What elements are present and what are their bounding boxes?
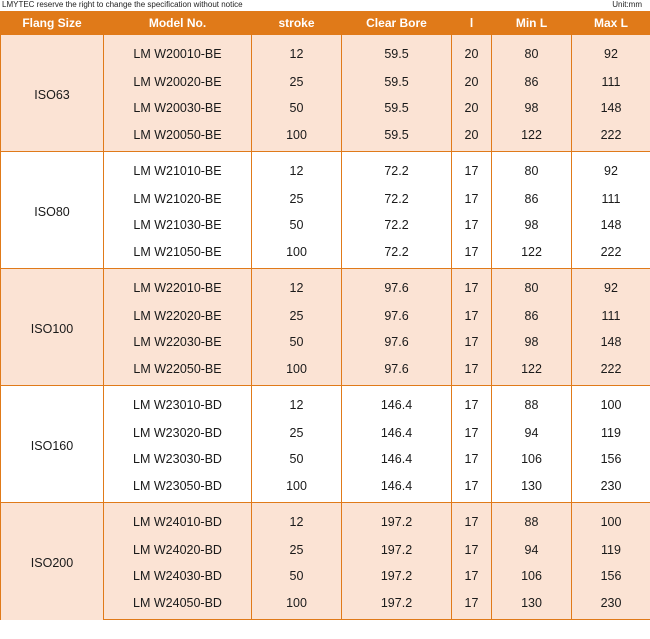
l-cell: 17	[452, 386, 492, 421]
max-l-cell: 222	[572, 121, 650, 152]
min-l-cell: 88	[492, 503, 572, 538]
disclaimer-text: LMYTEC reserve the right to change the specification without notice	[2, 0, 243, 9]
clear-bore-cell: 197.2	[342, 537, 452, 563]
min-l-cell: 80	[492, 269, 572, 304]
header-max-l: Max L	[572, 11, 650, 35]
min-l-cell: 122	[492, 355, 572, 386]
min-l-cell: 98	[492, 329, 572, 355]
max-l-cell: 230	[572, 472, 650, 503]
header-flange-size: Flang Size	[1, 11, 104, 35]
unit-label: Unit:mm	[612, 0, 642, 9]
l-cell: 17	[452, 503, 492, 538]
max-l-cell: 222	[572, 238, 650, 269]
clear-bore-cell: 197.2	[342, 503, 452, 538]
model-no-cell: LM W24030-BD	[104, 563, 252, 589]
l-cell: 17	[452, 329, 492, 355]
max-l-cell: 100	[572, 503, 650, 538]
min-l-cell: 94	[492, 420, 572, 446]
l-cell: 17	[452, 589, 492, 620]
stroke-cell: 25	[252, 537, 342, 563]
l-cell: 20	[452, 121, 492, 152]
stroke-cell: 100	[252, 355, 342, 386]
model-no-cell: LM W20030-BE	[104, 95, 252, 121]
stroke-cell: 12	[252, 386, 342, 421]
flange-size-cell: ISO200	[1, 503, 104, 620]
clear-bore-cell: 197.2	[342, 563, 452, 589]
model-no-cell: LM W23030-BD	[104, 446, 252, 472]
clear-bore-cell: 97.6	[342, 329, 452, 355]
header-row	[1, 11, 650, 35]
max-l-cell: 230	[572, 589, 650, 620]
max-l-cell: 156	[572, 563, 650, 589]
stroke-cell: 50	[252, 329, 342, 355]
l-cell: 17	[452, 186, 492, 212]
stroke-cell: 50	[252, 212, 342, 238]
clear-bore-cell: 146.4	[342, 420, 452, 446]
stroke-cell: 100	[252, 589, 342, 620]
spec-table	[0, 11, 650, 620]
clear-bore-cell: 59.5	[342, 69, 452, 95]
clear-bore-cell: 72.2	[342, 186, 452, 212]
table-row	[1, 503, 650, 538]
table-header	[1, 11, 650, 35]
min-l-cell: 94	[492, 537, 572, 563]
flange-size-cell: ISO100	[1, 269, 104, 386]
clear-bore-cell: 146.4	[342, 472, 452, 503]
stroke-cell: 100	[252, 121, 342, 152]
l-cell: 17	[452, 472, 492, 503]
stroke-cell: 25	[252, 186, 342, 212]
clear-bore-cell: 97.6	[342, 269, 452, 304]
min-l-cell: 88	[492, 386, 572, 421]
stroke-cell: 12	[252, 35, 342, 70]
clear-bore-cell: 72.2	[342, 238, 452, 269]
clear-bore-cell: 72.2	[342, 212, 452, 238]
max-l-cell: 111	[572, 69, 650, 95]
flange-size-cell: ISO160	[1, 386, 104, 503]
header-model-no: Model No.	[104, 11, 252, 35]
clear-bore-cell: 146.4	[342, 446, 452, 472]
model-no-cell: LM W24010-BD	[104, 503, 252, 538]
l-cell: 17	[452, 537, 492, 563]
l-cell: 17	[452, 269, 492, 304]
stroke-cell: 25	[252, 420, 342, 446]
min-l-cell: 122	[492, 238, 572, 269]
clear-bore-cell: 59.5	[342, 35, 452, 70]
min-l-cell: 86	[492, 303, 572, 329]
table-row	[1, 152, 650, 187]
model-no-cell: LM W21050-BE	[104, 238, 252, 269]
l-cell: 17	[452, 152, 492, 187]
clear-bore-cell: 97.6	[342, 355, 452, 386]
model-no-cell: LM W24050-BD	[104, 589, 252, 620]
flange-group	[1, 269, 650, 386]
stroke-cell: 100	[252, 238, 342, 269]
stroke-cell: 25	[252, 303, 342, 329]
max-l-cell: 148	[572, 95, 650, 121]
stroke-cell: 12	[252, 269, 342, 304]
model-no-cell: LM W20010-BE	[104, 35, 252, 70]
min-l-cell: 106	[492, 446, 572, 472]
l-cell: 17	[452, 355, 492, 386]
flange-group	[1, 503, 650, 620]
max-l-cell: 119	[572, 420, 650, 446]
min-l-cell: 130	[492, 589, 572, 620]
clear-bore-cell: 72.2	[342, 152, 452, 187]
min-l-cell: 98	[492, 212, 572, 238]
flange-size-cell: ISO80	[1, 152, 104, 269]
clear-bore-cell: 59.5	[342, 121, 452, 152]
model-no-cell: LM W21030-BE	[104, 212, 252, 238]
min-l-cell: 80	[492, 152, 572, 187]
header-min-l: Min L	[492, 11, 572, 35]
max-l-cell: 92	[572, 269, 650, 304]
max-l-cell: 92	[572, 152, 650, 187]
model-no-cell: LM W21020-BE	[104, 186, 252, 212]
model-no-cell: LM W24020-BD	[104, 537, 252, 563]
max-l-cell: 92	[572, 35, 650, 70]
header-stroke: stroke	[252, 11, 342, 35]
header-l: l	[452, 11, 492, 35]
l-cell: 17	[452, 563, 492, 589]
max-l-cell: 148	[572, 329, 650, 355]
l-cell: 17	[452, 303, 492, 329]
l-cell: 17	[452, 238, 492, 269]
flange-group	[1, 386, 650, 503]
min-l-cell: 106	[492, 563, 572, 589]
min-l-cell: 122	[492, 121, 572, 152]
flange-group	[1, 152, 650, 269]
max-l-cell: 119	[572, 537, 650, 563]
l-cell: 17	[452, 212, 492, 238]
max-l-cell: 111	[572, 186, 650, 212]
min-l-cell: 86	[492, 69, 572, 95]
min-l-cell: 98	[492, 95, 572, 121]
max-l-cell: 148	[572, 212, 650, 238]
clear-bore-cell: 97.6	[342, 303, 452, 329]
max-l-cell: 111	[572, 303, 650, 329]
stroke-cell: 50	[252, 446, 342, 472]
l-cell: 20	[452, 95, 492, 121]
clear-bore-cell: 59.5	[342, 95, 452, 121]
model-no-cell: LM W23050-BD	[104, 472, 252, 503]
clear-bore-cell: 146.4	[342, 386, 452, 421]
header-clear-bore: Clear Bore	[342, 11, 452, 35]
min-l-cell: 80	[492, 35, 572, 70]
model-no-cell: LM W22010-BE	[104, 269, 252, 304]
l-cell: 20	[452, 35, 492, 70]
max-l-cell: 222	[572, 355, 650, 386]
l-cell: 17	[452, 420, 492, 446]
model-no-cell: LM W21010-BE	[104, 152, 252, 187]
model-no-cell: LM W20050-BE	[104, 121, 252, 152]
model-no-cell: LM W23010-BD	[104, 386, 252, 421]
stroke-cell: 25	[252, 69, 342, 95]
table-row	[1, 35, 650, 70]
max-l-cell: 156	[572, 446, 650, 472]
table-row	[1, 386, 650, 421]
min-l-cell: 86	[492, 186, 572, 212]
stroke-cell: 100	[252, 472, 342, 503]
max-l-cell: 100	[572, 386, 650, 421]
stroke-cell: 50	[252, 95, 342, 121]
stroke-cell: 50	[252, 563, 342, 589]
model-no-cell: LM W23020-BD	[104, 420, 252, 446]
model-no-cell: LM W22050-BE	[104, 355, 252, 386]
flange-group	[1, 35, 650, 152]
min-l-cell: 130	[492, 472, 572, 503]
model-no-cell: LM W22020-BE	[104, 303, 252, 329]
model-no-cell: LM W22030-BE	[104, 329, 252, 355]
stroke-cell: 12	[252, 152, 342, 187]
l-cell: 17	[452, 446, 492, 472]
l-cell: 20	[452, 69, 492, 95]
clear-bore-cell: 197.2	[342, 589, 452, 620]
model-no-cell: LM W20020-BE	[104, 69, 252, 95]
table-row	[1, 269, 650, 304]
flange-size-cell: ISO63	[1, 35, 104, 152]
stroke-cell: 12	[252, 503, 342, 538]
top-notice-bar	[0, 0, 650, 11]
